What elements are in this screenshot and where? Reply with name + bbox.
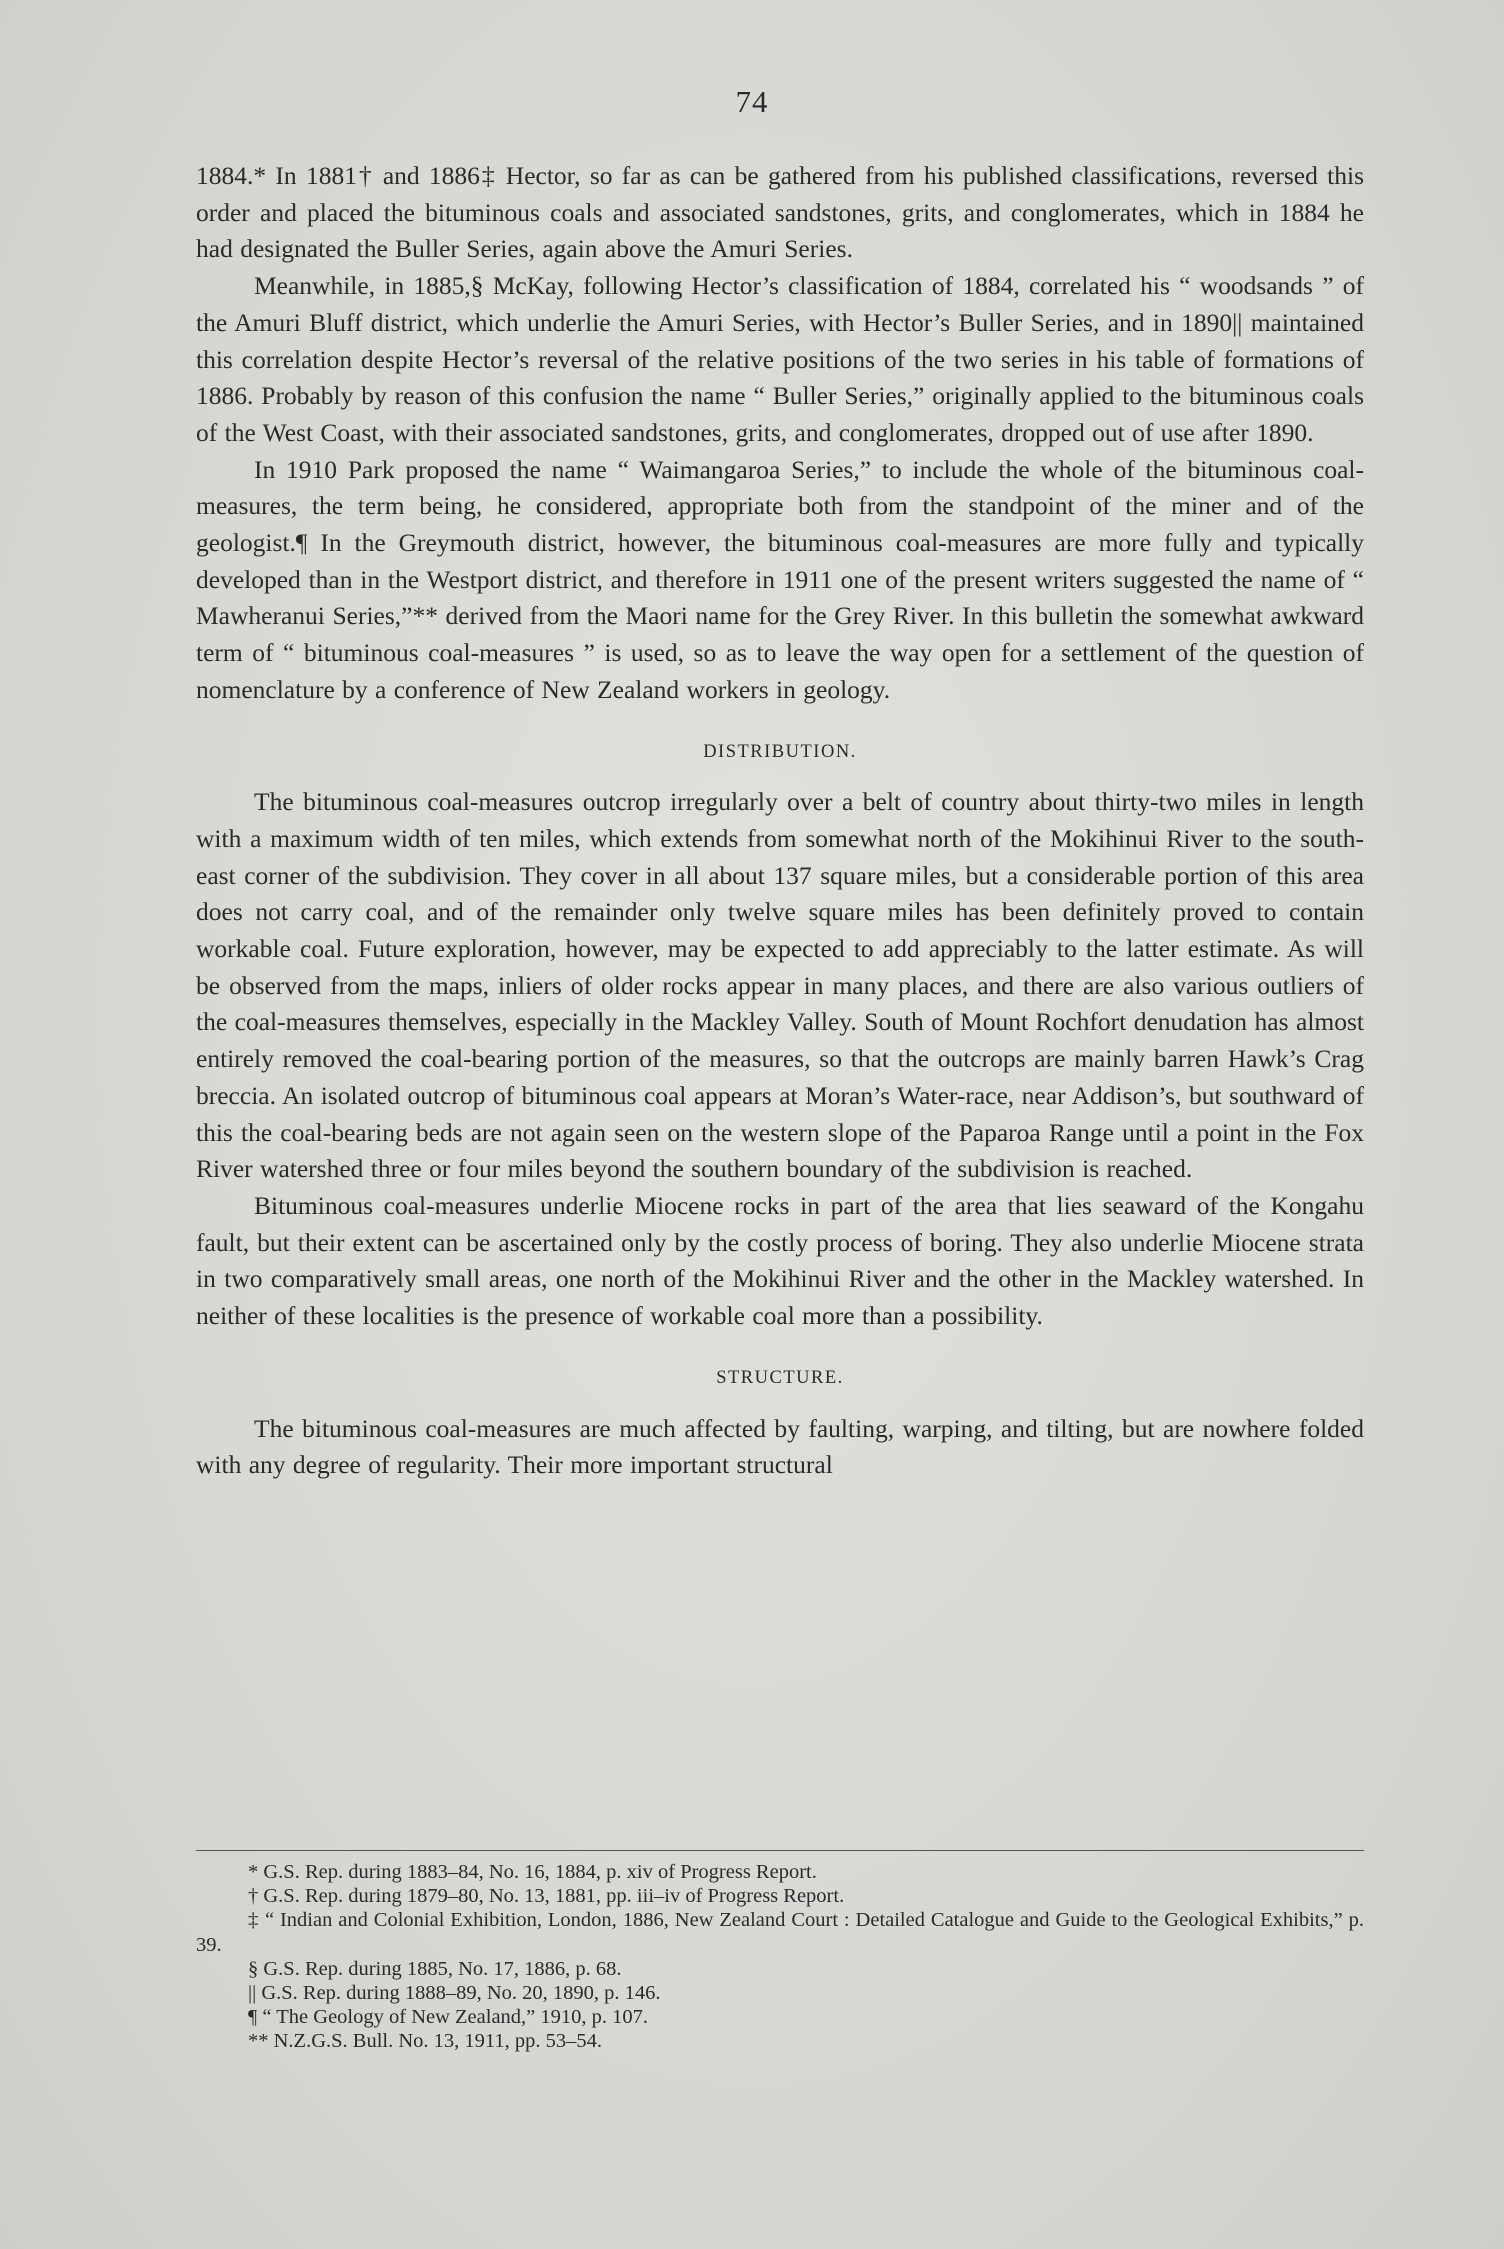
footnote-divider — [196, 1850, 1364, 1851]
footnote: || G.S. Rep. during 1888–89, No. 20, 1890, p. 146. — [248, 1982, 661, 2005]
body-text — [196, 158, 1364, 1484]
footnote: ** N.Z.G.S. Bull. No. 13, 1911, pp. 53–54. — [248, 2030, 603, 2053]
footnote: * G.S. Rep. during 1883–84, No. 16, 1884, p. xiv of Progress Report. — [248, 1861, 817, 1883]
footnotes — [196, 1860, 1364, 2054]
paragraph: Meanwhile, in 1885,§ McKay, following Hector’s classification of 1884, correlated his “ woodsands ” of the Amuri Bluff district, which underlie the Amuri Series, with Hector’s Buller Series, and in 1890|| maintained this correlation despite Hector’s reversal of the relative positions of the two series in his table of formations of 1886. Probably by reason of this confusion the name “ Buller Series,” originally applied to the bituminous coals of the West Coast, with their associated sandstones, grits, and conglomerates, dropped out of use after 1890. — [196, 271, 1364, 447]
footnote: † G.S. Rep. during 1879–80, No. 13, 1881, pp. iii–iv of Progress Report. — [248, 1885, 845, 1908]
paragraph: The bituminous coal-measures are much affected by faulting, warping, and tilting, but are nowhere folded with any degree of regularity. Their more important structural — [196, 1413, 1364, 1480]
page-number: 74 — [735, 84, 769, 119]
section-heading-distribution: DISTRIBUTION. — [703, 741, 857, 762]
footnote: ¶ “ The Geology of New Zealand,” 1910, p. 107. — [248, 2006, 649, 2029]
footnote: § G.S. Rep. during 1885, No. 17, 1886, p. 68. — [248, 1957, 622, 1980]
paragraph: In 1910 Park proposed the name “ Waimangaroa Series,” to include the whole of the bituminous coal-measures, the term being, he considered, appropriate both from the standpoint of the miner and of the geologist.¶ In the Greymouth district, however, the bituminous coal-measures are more fully and typically developed than in the Westport district, and therefore in 1911 one of the present writers suggested the name of “ Mawheranui Series,”** derived from the Maori name for the Grey River. In this bulletin the somewhat awkward term of “ bituminous coal-measures ” is used, so as to leave the way open for a settlement of the question of nomenclature by a conference of New Zealand workers in geology. — [196, 454, 1364, 704]
footnote: ‡ “ Indian and Colonial Exhibition, London, 1886, New Zealand Court : Detailed Catalogue and Guide to the Geological Exhibits,” p. 39. — [196, 1909, 1364, 1956]
paragraph: Bituminous coal-measures underlie Miocene rocks in part of the area that lies seaward of the Kongahu fault, but their extent can be ascertained only by the costly process of boring. They also underlie Miocene strata in two comparatively small areas, one north of the Mokihinui River and the other in the Mackley watershed. In neither of these localities is the presence of workable coal more than a possibility. — [196, 1190, 1364, 1331]
paragraph-continued: 1884.* In 1881† and 1886‡ Hector, so far as can be gathered from his published classifications, reversed this order and placed the bituminous coals and associated sandstones, grits, and conglomerates, which in 1884 he had designated the Buller Series, again above the Amuri Series. — [196, 161, 1364, 264]
paragraph: The bituminous coal-measures outcrop irregularly over a belt of country about thirty-two miles in length with a maximum width of ten miles, which extends from somewhat north of the Mokihinui River to the south-east corner of the subdivision. They cover in all about 137 square miles, but a considerable portion of this area does not carry coal, and of the remainder only twelve square miles has been definitely proved to contain workable coal. Future exploration, however, may be expected to add appreciably to the latter estimate. As will be observed from the maps, inliers of older rocks appear in many places, and there are also various outliers of the coal-measures themselves, especially in the Mackley Valley. South of Mount Rochfort denudation has almost entirely removed the coal-bearing portion of the measures, so that the outcrops are mainly barren Hawk’s Crag breccia. An isolated outcrop of bituminous coal appears at Moran’s Water-race, near Addison’s, but southward of this the coal-bearing beds are not again seen on the western slope of the Paparoa Range until a point in the Fox River watershed three or four miles beyond the southern boundary of the subdivision is reached. — [196, 787, 1364, 1184]
section-heading-structure: STRUCTURE. — [716, 1367, 844, 1388]
